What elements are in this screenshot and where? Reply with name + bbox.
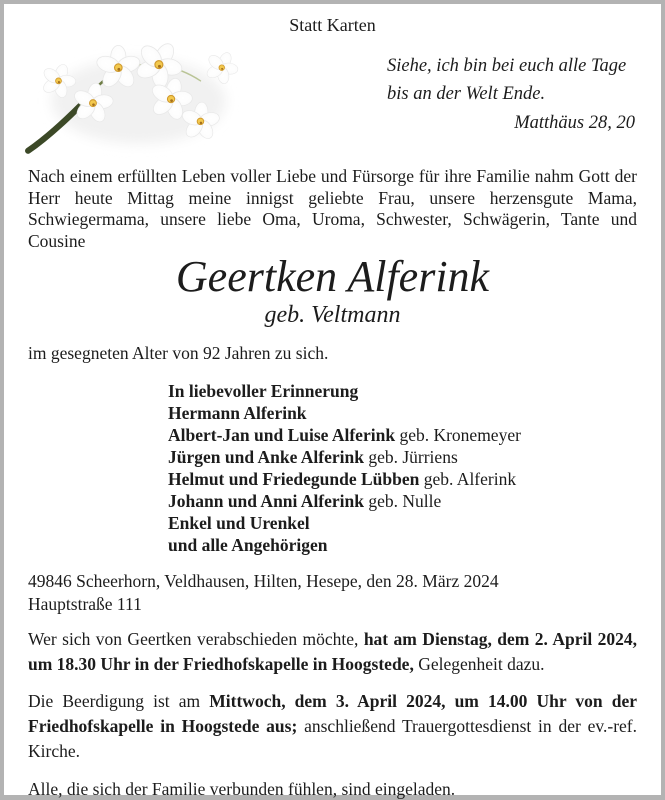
burial-regular-end: anschließend Trauergottesdienst in der ev.-ref. Kirche.	[28, 716, 637, 761]
mourner-entry	[168, 512, 637, 534]
farewell-bold-part: hat am Dienstag, dem 2. April 2024, um 18.30 Uhr in der Friedhofskapelle in Hoogstede,	[28, 629, 637, 674]
farewell-paragraph	[28, 627, 637, 677]
intro-paragraph: Nach einem erfüllten Leben voller Liebe und Fürsorge für ihre Familie nahm Gott der Herr heute Mittag meine innigst geliebte Frau, unsere herzensgute Mama, Schwiegermama, unsere liebe Oma, Uroma, Schwester, Schwägerin, Tante und Cousine	[28, 166, 637, 251]
mourner-name: und alle Angehörigen	[168, 535, 328, 555]
mourner-name: Jürgen und Anke Alferink	[168, 447, 364, 467]
statt-karten-line: Statt Karten	[289, 15, 376, 35]
mourner-entry	[168, 534, 637, 556]
address-street-line: Hauptstraße 111	[28, 593, 142, 614]
mourner-entry	[168, 424, 637, 446]
mourner-entry	[168, 490, 637, 512]
deceased-name: Geertken Alferink	[175, 252, 490, 301]
mourner-entry	[168, 468, 637, 490]
closing-line: Alle, die sich der Familie verbunden fühlen, sind eingeladen.	[28, 779, 456, 799]
farewell-regular-start: Wer sich von Geertken verabschieden möchte,	[28, 629, 364, 649]
header-row	[28, 36, 637, 162]
mourner-maiden: geb. Kronemeyer	[395, 425, 521, 445]
mourner-maiden: geb. Alferink	[419, 469, 517, 489]
quote-line: bis an der Welt Ende.	[387, 84, 546, 104]
mourner-name: Helmut und Friedegunde Lübben	[168, 469, 420, 489]
mourners-list	[168, 380, 637, 556]
address-block	[28, 570, 637, 615]
orchid-flowers-image	[22, 22, 240, 164]
mourners-heading: In liebevoller Erinnerung	[168, 381, 359, 401]
burial-bold-part: Mittwoch, dem 3. April 2024, um 14.00 Uhr von der Friedhofskapelle in Hoogstede aus;	[28, 691, 638, 736]
bible-quote	[387, 52, 635, 137]
quote-line: Siehe, ich bin bei euch alle Tage	[387, 56, 627, 76]
mourner-maiden: geb. Jürriens	[363, 447, 458, 467]
mourner-entry	[168, 402, 637, 424]
mourner-maiden: geb. Nulle	[364, 491, 442, 511]
mourner-name: Johann und Anni Alferink	[168, 491, 364, 511]
mourner-name: Enkel und Urenkel	[168, 513, 310, 533]
address-date-line: 49846 Scheerhorn, Veldhausen, Hilten, Hesepe, den 28. März 2024	[28, 571, 499, 591]
burial-regular-start: Die Beerdigung ist am	[28, 691, 210, 711]
quote-source: Matthäus 28, 20	[514, 113, 635, 133]
mourner-name: Albert-Jan und Luise Alferink	[168, 425, 396, 445]
farewell-regular-end: Gelegenheit dazu.	[418, 654, 545, 674]
mourner-name: Hermann Alferink	[168, 403, 307, 423]
age-line: im gesegneten Alter von 92 Jahren zu sich.	[28, 343, 329, 363]
mourner-entry	[168, 446, 637, 468]
deceased-maiden-name: geb. Veltmann	[264, 302, 401, 328]
burial-paragraph	[28, 689, 637, 764]
